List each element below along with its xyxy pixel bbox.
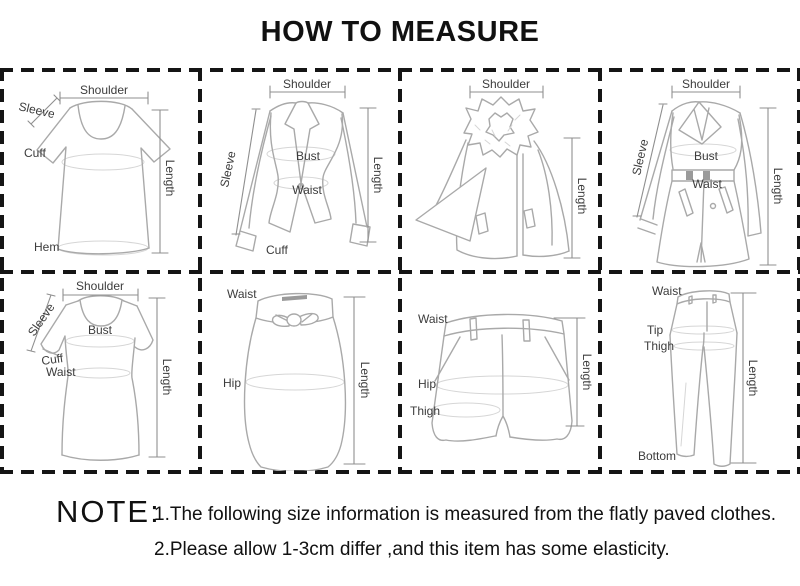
label-shoulder: Shoulder bbox=[481, 77, 531, 91]
label-length: Length bbox=[163, 159, 177, 197]
label-sleeve: Sleeve bbox=[217, 149, 239, 189]
label-hip: Hip bbox=[418, 377, 437, 391]
page-title: HOW TO MEASURE bbox=[260, 16, 540, 48]
fur-coat-outline bbox=[416, 97, 569, 258]
note-line-1: 1.The following size information is measured from the flatly paved clothes. bbox=[154, 504, 777, 525]
label-waist: Waist bbox=[418, 312, 448, 326]
label-shoulder: Shoulder bbox=[75, 279, 125, 293]
pants-outline bbox=[670, 291, 737, 466]
label-sleeve: Sleeve bbox=[629, 137, 652, 177]
note-section bbox=[0, 474, 800, 586]
label-length: Length bbox=[575, 177, 589, 215]
panel-shorts bbox=[400, 273, 600, 471]
panel-tshirt bbox=[0, 70, 200, 270]
shorts-outline bbox=[432, 314, 572, 441]
label-length: Length bbox=[160, 358, 174, 396]
label-waist: Waist bbox=[652, 284, 682, 298]
blazer-outline bbox=[236, 102, 370, 252]
label-thigh: Thigh bbox=[644, 339, 675, 353]
label-shoulder: Shoulder bbox=[681, 77, 731, 91]
label-shoulder: Shoulder bbox=[79, 83, 129, 97]
panel-skirt bbox=[200, 273, 400, 471]
label-thigh: Thigh bbox=[410, 404, 441, 418]
label-bust: Bust bbox=[295, 149, 321, 163]
label-bust: Bust bbox=[693, 149, 719, 163]
label-length: Length bbox=[371, 156, 385, 194]
panel-pants bbox=[600, 273, 800, 471]
label-waist: Waist bbox=[692, 177, 722, 191]
label-length: Length bbox=[358, 361, 372, 399]
label-length: Length bbox=[746, 359, 760, 397]
panel-trench-coat bbox=[600, 70, 800, 270]
label-sleeve: Sleeve bbox=[24, 300, 58, 339]
label-length: Length bbox=[771, 167, 785, 205]
label-cuff: Cuff bbox=[40, 351, 65, 368]
panel-fur-coat bbox=[400, 70, 600, 270]
label-waist: Waist bbox=[46, 365, 76, 379]
label-hem: Hem bbox=[34, 240, 60, 254]
panel-blazer bbox=[200, 70, 400, 270]
label-hip: Hip bbox=[223, 376, 242, 390]
label-tip: Tip bbox=[647, 323, 664, 337]
note-heading: NOTE: bbox=[56, 494, 161, 529]
label-sleeve: Sleeve bbox=[17, 99, 57, 122]
label-cuff: Cuff bbox=[24, 146, 46, 160]
note-line-2: 2.Please allow 1-3cm differ ,and this item has some elasticity. bbox=[154, 539, 670, 560]
label-cuff: Cuff bbox=[266, 243, 288, 257]
label-bottom: Bottom bbox=[638, 449, 677, 463]
skirt-outline bbox=[245, 294, 346, 471]
panel-dress bbox=[0, 273, 200, 471]
label-length: Length bbox=[580, 353, 594, 391]
tshirt-outline bbox=[37, 101, 170, 255]
label-bust: Bust bbox=[87, 323, 113, 337]
label-shoulder: Shoulder bbox=[282, 77, 332, 91]
label-waist: Waist bbox=[227, 287, 257, 301]
label-waist: Waist bbox=[292, 183, 322, 197]
